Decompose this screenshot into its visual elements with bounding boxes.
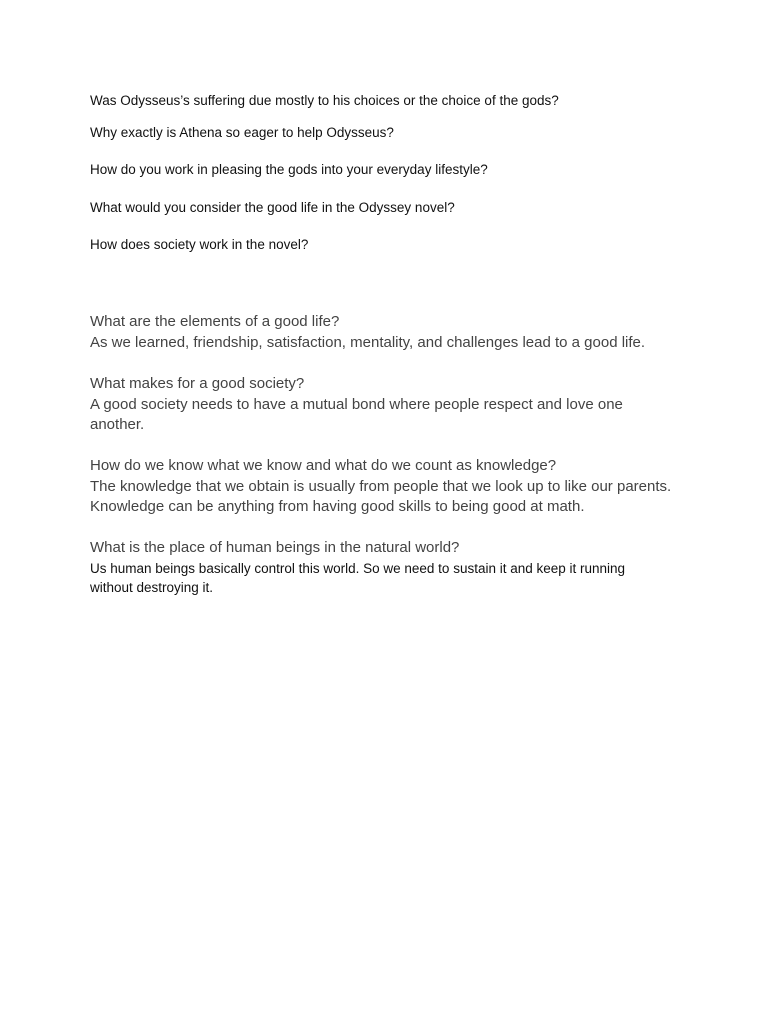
- section-answer-line-2: without destroying it.: [90, 579, 214, 595]
- section-answer-line-2: another.: [90, 416, 145, 433]
- question-good-life-odyssey: What would you consider the good life in the Odyssey novel?: [90, 200, 455, 215]
- section-knowledge: [90, 456, 690, 518]
- section-good-society: [90, 374, 690, 436]
- section-question: How do we know what we know and what do we count as knowledge?: [90, 457, 557, 474]
- question-society-novel: How does society work in the novel?: [90, 237, 309, 252]
- section-good-life: [90, 312, 690, 353]
- section-human-beings: [90, 538, 690, 597]
- section-question: What is the place of human beings in the natural world?: [90, 539, 460, 556]
- section-question: What makes for a good society?: [90, 375, 305, 392]
- question-pleasing-gods: How do you work in pleasing the gods into your everyday lifestyle?: [90, 162, 488, 177]
- section-answer-line-1: A good society needs to have a mutual bond where people respect and love one: [90, 395, 623, 413]
- section-answer: As we learned, friendship, satisfaction, mentality, and challenges lead to a good life.: [90, 333, 646, 351]
- section-answer-line-1: Us human beings basically control this world. So we need to sustain it and keep it running: [90, 560, 626, 576]
- question-suffering: Was Odysseus’s suffering due mostly to his choices or the choice of the gods?: [90, 93, 559, 108]
- section-answer-line-2: Knowledge can be anything from having good skills to being good at math.: [90, 498, 585, 515]
- section-answer-line-1: The knowledge that we obtain is usually from people that we look up to like our parents.: [90, 477, 672, 495]
- question-athena: Why exactly is Athena so eager to help Odysseus?: [90, 125, 394, 140]
- section-question: What are the elements of a good life?: [90, 313, 340, 330]
